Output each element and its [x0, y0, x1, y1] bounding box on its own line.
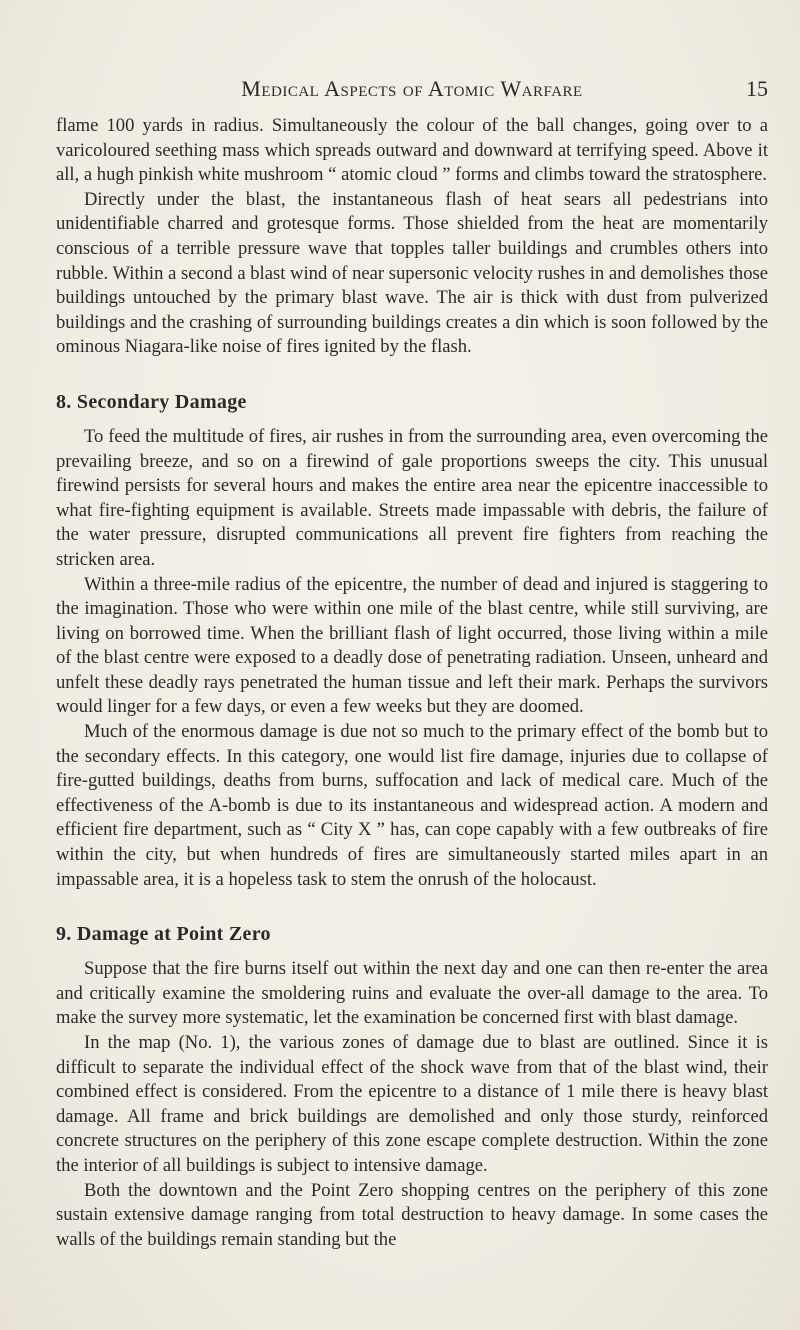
section-heading-secondary-damage: 8. Secondary Damage: [56, 390, 247, 413]
paragraph: Both the downtown and the Point Zero shopping centres on the periphery of this zone sustain extensive damage ranging from total destruction to heavy damage. In some cases the walls of the buildings remain standing but the: [56, 1179, 768, 1250]
page-number: 15: [746, 76, 768, 101]
paragraph: flame 100 yards in radius. Simultaneously the colour of the ball changes, going over to a varicoloured seething mass which spreads outward and downward at terrifying speed. Above it all, a hugh pinkish white mushroom “ atomic cloud ” forms and climbs toward the stratosphere.: [56, 115, 768, 186]
body-text: [56, 114, 768, 1252]
paragraph: Much of the enormous damage is due not so much to the primary effect of the bomb but to the secondary effects. In this category, one would list fire damage, injuries due to collapse of fire-gutted buildings, deaths from burns, suffocation and lack of medical care. Much of the effectiveness of the A-bomb is due to its instantaneous and widespread action. A modern and efficient fire department, such as “ City X ” has, can cope capably with a few outbreaks of fire within the city, but when hundreds of fires are simultaneously started miles apart in an impassable area, it is a hopeless task to stem the onrush of the holocaust.: [56, 721, 768, 890]
paragraph: In the map (No. 1), the various zones of damage due to blast are outlined. Since it is difficult to separate the individual effect of the shock wave from that of the blast wind, their combined effect is considered. From the epicentre to a distance of 1 mile there is heavy blast damage. All frame and brick buildings are demolished and only those sturdy, reinforced concrete structures on the periphery of this zone escape complete destruction. Within the zone the interior of all buildings is subject to intensive damage.: [56, 1032, 768, 1176]
section-heading-damage-at-point-zero: 9. Damage at Point Zero: [56, 923, 271, 946]
paragraph: Suppose that the fire burns itself out within the next day and one can then re-enter the area and critically examine the smoldering ruins and evaluate the over-all damage to the area. To make the survey more systematic, let the examination be concerned first with blast damage.: [56, 958, 768, 1029]
paragraph: Within a three-mile radius of the epicentre, the number of dead and injured is staggering to the imagination. Those who were within one mile of the blast centre, while still surviving, are living on borrowed time. When the brilliant flash of light occurred, those living within a mile of the blast centre were exposed to a deadly dose of penetrating radiation. Unseen, unheard and unfelt these deadly rays penetrated the human tissue and left their mark. Perhaps the survivors would linger for a few days, or even a few weeks but they are doomed.: [56, 573, 768, 718]
running-head: [56, 76, 768, 104]
paragraph: To feed the multitude of fires, air rushes in from the surrounding area, even overcoming the prevailing breeze, and so on a firewind of gale proportions sweeps the city. This unusual firewind persists for several hours and makes the entire area near the epicentre inaccessible to what fire-fighting equipment is available. Streets made impassable with debris, the failure of the water pressure, disrupted communications all prevent fire fighters from reaching the stricken area.: [56, 425, 768, 570]
running-title: Medical Aspects of Atomic Warfare: [241, 76, 583, 101]
paragraph: Directly under the blast, the instantaneous flash of heat sears all pedestrians into unidentifiable charred and grotesque forms. Those shielded from the heat are momentarily conscious of a terrible pressure wave that topples taller buildings and crumbles others into rubble. Within a second a blast wind of near supersonic velocity rushes in and demolishes those buildings untouched by the primary blast wave. The air is thick with dust from pulverized buildings and the crashing of surrounding buildings creates a din which is soon followed by the ominous Niagara-like noise of fires ignited by the flash.: [56, 188, 768, 358]
